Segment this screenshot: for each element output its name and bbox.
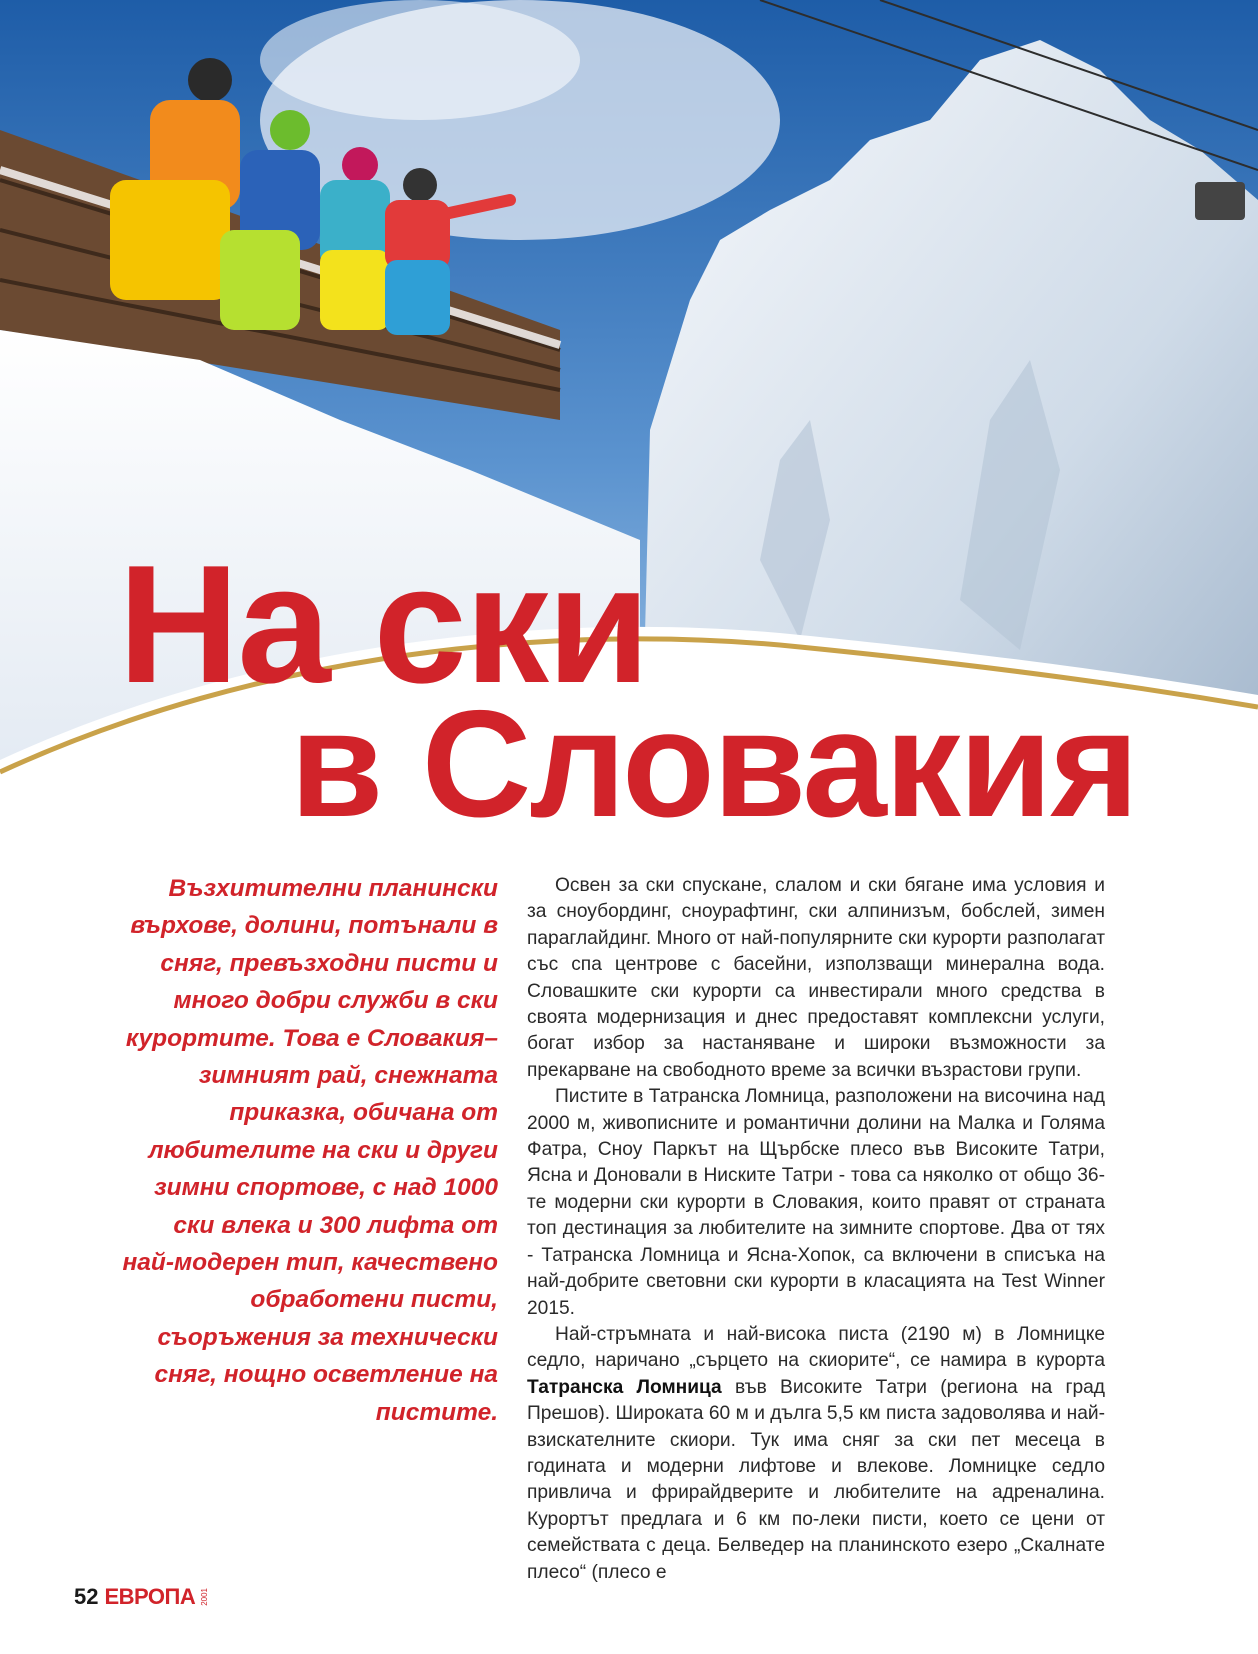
body-paragraph-3 [527, 1322, 1105, 1586]
skier-pants-yellow [110, 180, 230, 300]
cable-car [1195, 182, 1245, 220]
body-paragraph-2: Пистите в Татранска Ломница, разположени на височина над 2000 м, живописните и романтични долини на Малка и Голяма Фатра, Сноу Паркът на Щърбске плесо във Високите Татри, Ясна и Доновали в Ниските Татри - това са няколко от общо 36-те модерни ски курорти в Словакия, които правят от страната топ дестинация за любителите на зимните спортове. Два от тях - Татранска Ломница и Ясна-Хопок, са включени в списъка на най-добрите световни ски курорти в класацията на Test Winner 2015. [527, 1086, 1105, 1319]
article-body [527, 873, 1105, 1586]
skier-pants-yellow [320, 250, 390, 330]
body-text: във Високите Татри (региона на град Прешов). Широката 60 м и дълга 5,5 км писта задоволява и най-взискателните скиори. Тук има сняг за ски пет месеца в годината и модерни лифтове и влекове. Ломницке седло привлича и фрирайдверите и любителите на адреналина. Курортът предлага и 6 км по-леки писти, което се цени от семействата с деца. Белведер на планинското езеро „Скалнате плесо“ (плесо е [527, 1376, 1105, 1583]
magazine-logo-sub: 2001 [200, 1588, 210, 1606]
resort-name-bold: Татранска Ломница [527, 1376, 722, 1398]
skier-helmet [188, 58, 232, 102]
skier-pants-blue [385, 260, 450, 335]
lead-paragraph: Възхитителни планински върхове, долини, потънали в сняг, превъзходни писти и много добри служби в ски курортите. Това е Словакия– зимният рай, снежната приказка, обичана от любителите на ски и други зимни спортове, с над 1000 ски влека и 300 лифта от най-модерен тип, качествено обработени писти, съоръжения за технически сняг, нощно осветление на пистите. [122, 875, 498, 1426]
body-paragraph-1: Освен за ски спускане, слалом и ски бягане има условия и за сноубординг, сноурафтинг, ски алпинизъм, бобслей, зимен параглайдинг. Много от най-популярните ски курорти разполагат със спа центрове с басейни, използващи минерална вода. Словашките ски курорти са инвестирали много средства в своята модернизация и днес предоставят комплексни услуги, богат избор за настаняване и широки възможности за прекарване на свободното време за всички възрастови групи. [527, 875, 1105, 1081]
title-line-2: в Словакия [290, 679, 1138, 849]
page-footer [74, 1584, 209, 1610]
body-text: Най-стръмната и най-висока писта (2190 м) в Ломницке седло, наричано „сърцето на скиорите“, се намира в курорта [527, 1323, 1105, 1372]
page-number: 52 [74, 1584, 99, 1609]
skier-helmet [403, 168, 437, 202]
cloud [260, 0, 580, 120]
skier-pants-green [220, 230, 300, 330]
skier-helmet [342, 147, 378, 183]
skier-helmet [270, 110, 310, 150]
title-line-1: На ски [118, 530, 649, 718]
magazine-logo: ЕВРОПА [104, 1584, 196, 1609]
